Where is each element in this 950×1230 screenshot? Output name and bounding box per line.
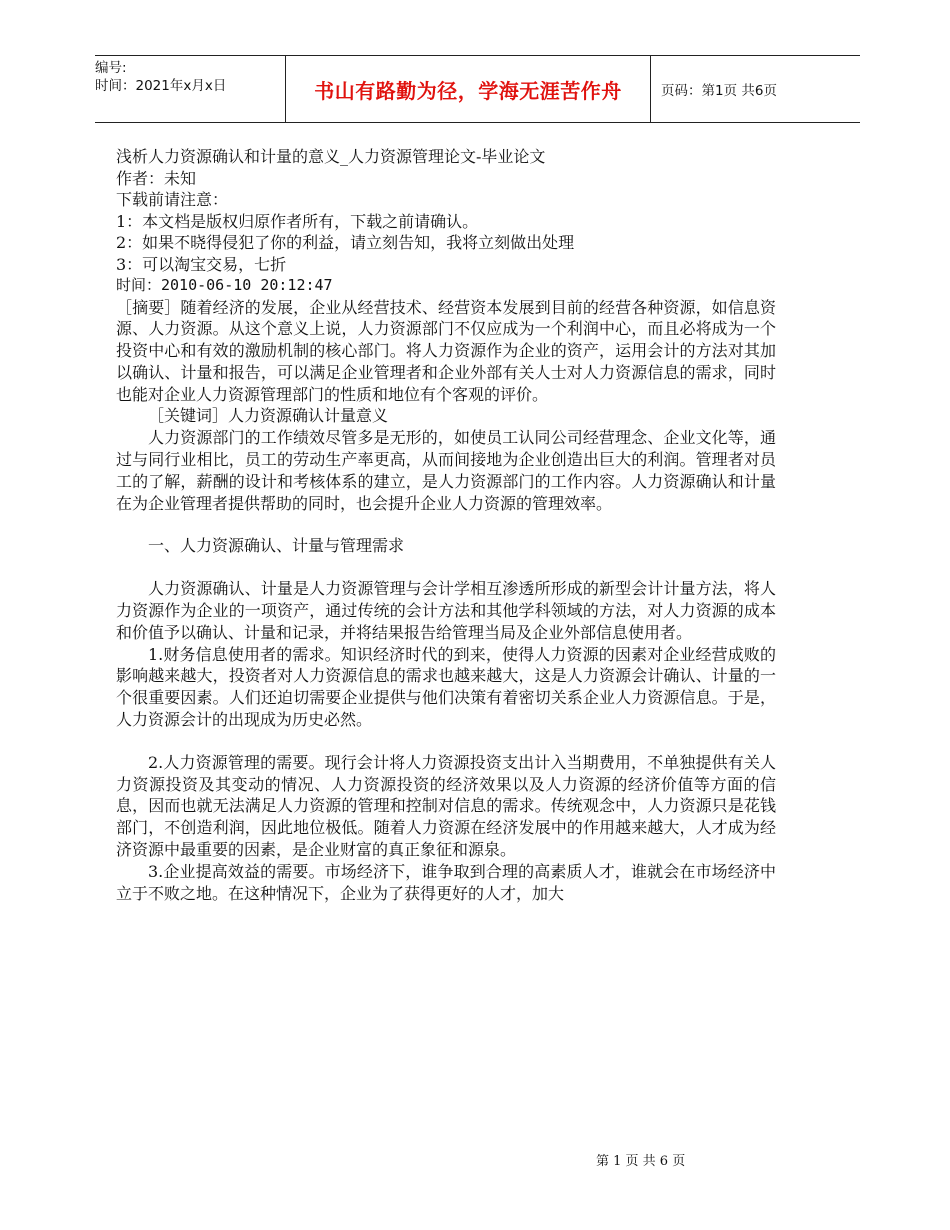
header-meta: [95, 56, 285, 122]
section-paragraph-1: 人力资源确认、计量是人力资源管理与会计学相互渗透所形成的新型会计计量方法，将人力资源作为企业的一项资产，通过传统的会计方法和其他学科领域的方法，对人力资源的成本和价值予以确认、计量和记录，并将结果报告给管理当局及企业外部信息使用者。: [116, 579, 776, 642]
page-footer: 第 1 页 共 6 页: [596, 1154, 686, 1169]
abstract-paragraph: ［摘要］随着经济的发展，企业从经营技术、经营资本发展到目前的经营各种资源，如信息资源、人力资源。从这个意义上说，人力资源部门不仅应成为一个利润中心，而且必将成为一个投资中心和有效的激励机制的核心部门。将人力资源作为企业的资产，运用会计的方法对其加以确认、计量和报告，可以满足企业管理者和企业外部有关人士对人力资源信息的需求，同时也能对企业人力资源管理部门的性质和地位有个客观的评价。: [116, 297, 776, 404]
document-body: [116, 146, 776, 904]
header-motto: 书山有路勤为径，学海无涯苦作舟: [285, 56, 651, 122]
section-paragraph-4: 3.企业提高效益的需要。市场经济下，谁争取到合理的高素质人才，谁就会在市场经济中立于不败之地。在这种情况下，企业为了获得更好的人才，加大: [116, 861, 776, 903]
keywords-line: ［关键词］人力资源确认计量意义: [148, 406, 389, 426]
intro-paragraph: 人力资源部门的工作绩效尽管多是无形的，如使员工认同公司经营理念、企业文化等，通过与同行业相比，员工的劳动生产率更高，从而间接地为企业创造出巨大的利润。管理者对员工的了解，薪酬的设计和考核体系的建立，是人力资源部门的工作内容。人力资源确认和计量在为企业管理者提供帮助的同时，也会提升企业人力资源的管理效率。: [116, 428, 776, 513]
notice-item-3: 3：可以淘宝交易，七折: [116, 254, 287, 274]
doc-title: 浅析人力资源确认和计量的意义_人力资源管理论文-毕业论文: [116, 147, 546, 166]
doc-timestamp: 时间：2010-06-10 20:12:47: [116, 276, 333, 294]
notice-item-1: 1：本文档是版权归原作者所有，下载之前请确认。: [116, 211, 479, 231]
header-page-label: 页码：第1页 共6页: [661, 83, 777, 99]
section-paragraph-3: 2.人力资源管理的需要。现行会计将人力资源投资支出计入当期费用，不单独提供有关人力资源投资及其变动的情况、人力资源投资的经济效果以及人力资源的经济价值等方面的信息，因而也就无法满足人力资源的管理和控制对信息的需求。传统观念中，人力资源只是花钱部门，不创造利润，因此地位极低。随着人力资源在经济发展中的作用越来越大，人才成为经济资源中最重要的因素，是企业财富的真正象征和源泉。: [116, 752, 776, 860]
notice-heading: 下载前请注意：: [116, 190, 229, 209]
page-header: [95, 55, 860, 123]
time-label: 时间：2021年x月x日: [95, 78, 227, 94]
notice-item-2: 2：如果不晓得侵犯了你的利益，请立刻告知，我将立刻做出处理: [116, 233, 575, 252]
doc-author: 作者：未知: [116, 168, 197, 188]
number-label: 编号:: [95, 60, 127, 76]
section-paragraph-2: 1.财务信息使用者的需求。知识经济时代的到来，使得人力资源的因素对企业经营成败的影响越来越大，投资者对人力资源信息的需求也越来越大，这是人力资源会计确认、计量的一个很重要因素。人们还迫切需要企业提供与他们决策有着密切关系企业人力资源信息。于是，人力资源会计的出现成为历史必然。: [116, 644, 776, 730]
section-heading: 一、人力资源确认、计量与管理需求: [148, 536, 405, 556]
